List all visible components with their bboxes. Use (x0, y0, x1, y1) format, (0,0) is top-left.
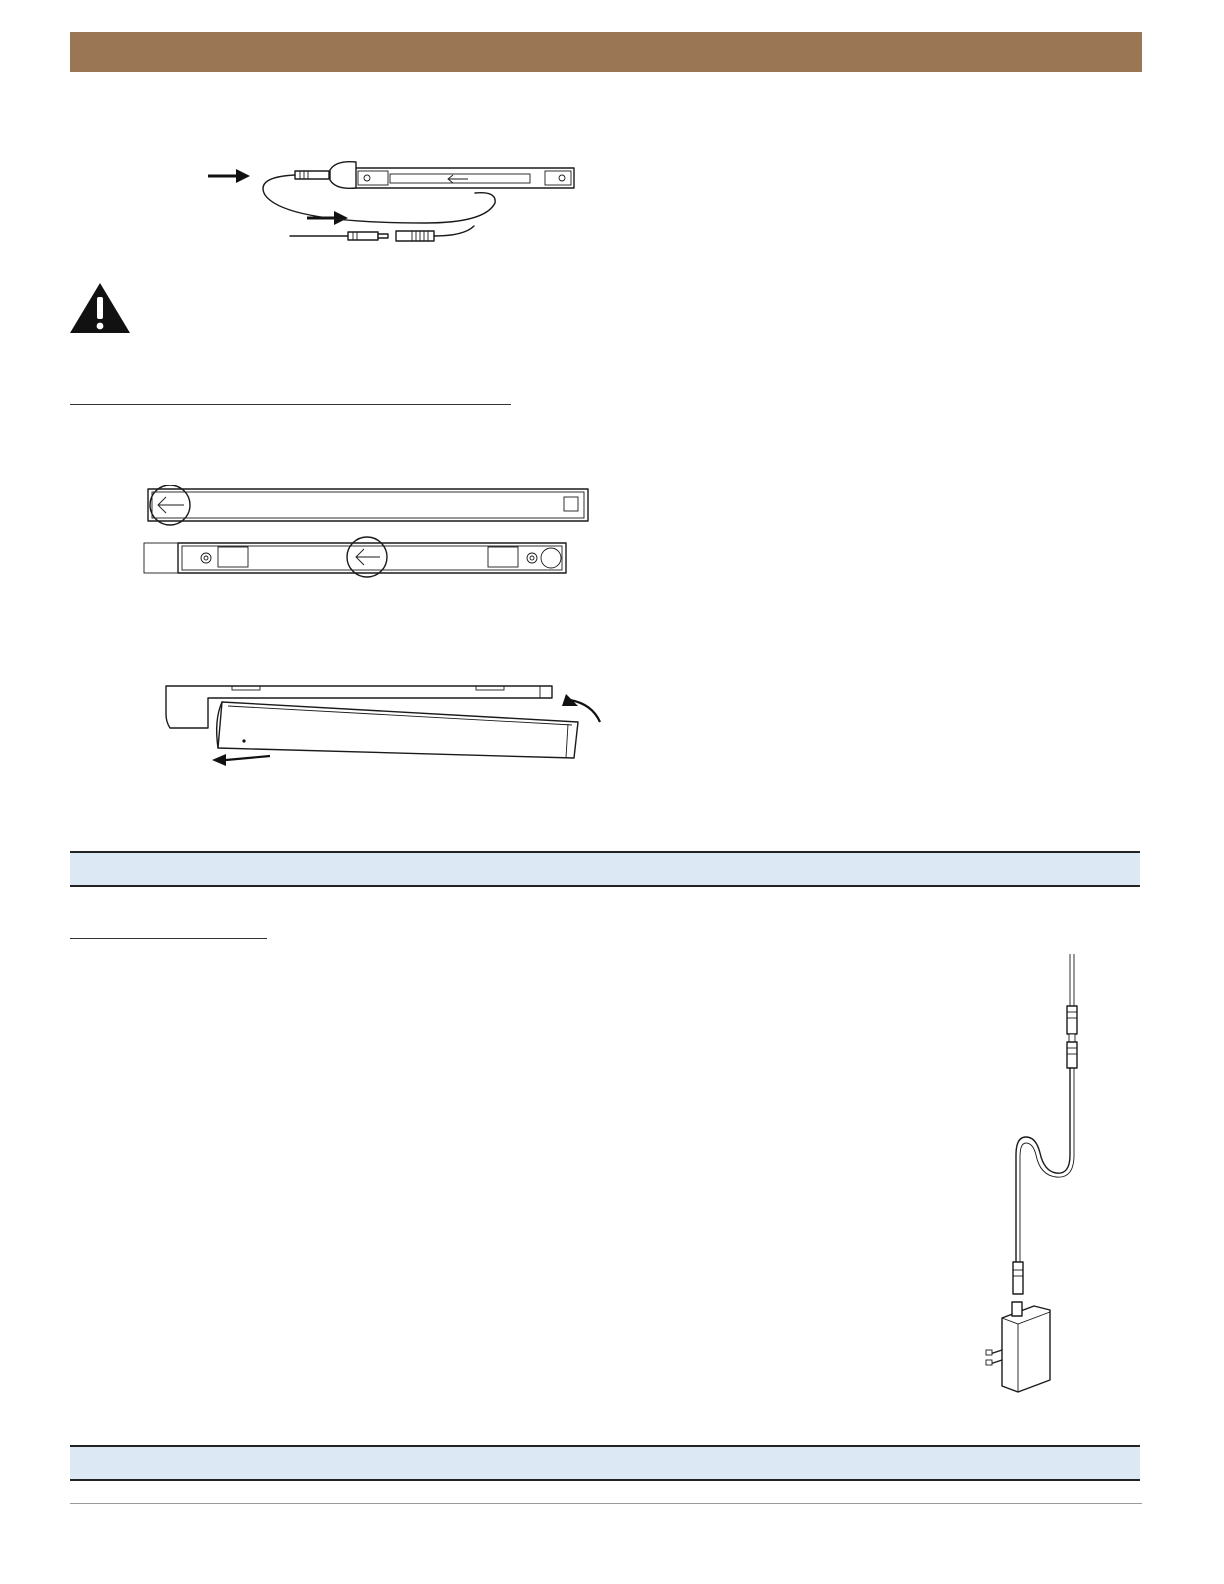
section-header-band (70, 851, 1140, 887)
top-banner (70, 32, 1142, 72)
heading-underline (70, 404, 511, 405)
insert-arrow-icon (208, 169, 250, 183)
bar-assembly-figure (160, 678, 610, 768)
section-header-band (70, 1445, 1140, 1481)
power-adapter-figure (978, 950, 1088, 1400)
power-cord-connection-figure (200, 150, 590, 250)
heading-underline (70, 938, 267, 939)
footer-rule (70, 1503, 1142, 1504)
warning-icon (68, 281, 132, 335)
bar-orientation-figure (140, 485, 600, 585)
